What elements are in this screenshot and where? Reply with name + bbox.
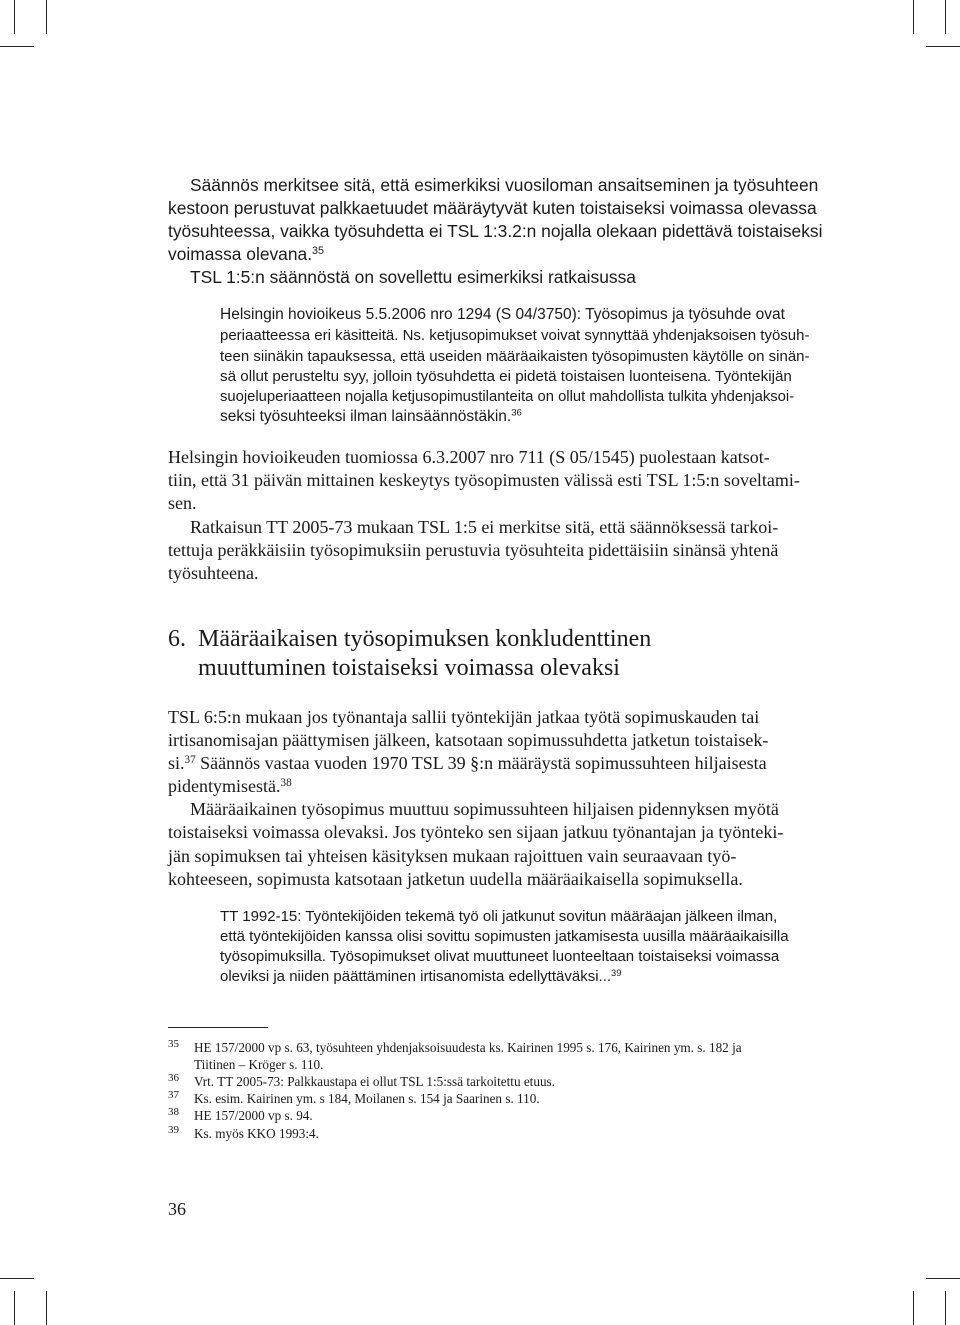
crop-mark-bottom-left-v [46, 1291, 47, 1325]
line-text: Säännös vastaa vuoden 1970 TSL 39 §:n määräystä sopimussuhteen hiljaisesta [195, 753, 767, 773]
paragraph-line: TSL 1:5:n säännöstä on sovellettu esimerkiksi ratkaisussa [190, 267, 636, 287]
crop-mark-bottom-right-v [913, 1291, 914, 1325]
case-line [220, 407, 522, 428]
paragraph-line: työsuhteessa, vaikka työsuhdetta ei TSL 1:3.2:n nojalla olekaan pidettävä toistaiseksi [168, 221, 823, 241]
paragraph-line: TSL 6:5:n mukaan jos työnantaja sallii työntekijän jatkaa työtä sopimuskauden tai [168, 707, 760, 727]
crop-mark-bottom-left-v2 [14, 1291, 15, 1325]
footnote-text: Ks. esim. Kairinen ym. s 184, Moilanen s. 154 ja Saarinen s. 110. [194, 1091, 540, 1106]
paragraph-line: toistaiseksi voimassa olevaksi. Jos työnteko sen sijaan jatkuu työnantajan ja työnteki- [168, 822, 784, 842]
paragraph-line: tettuja peräkkäisiin työsopimuksiin perustuvia työsuhteita pidettäisiin sinänsä yhtenä [168, 540, 779, 560]
line-text: voimassa olevana. [168, 244, 313, 264]
crop-mark-bottom-left-h [0, 1278, 34, 1279]
footnote-text: Vrt. TT 2005-73: Palkkaustapa ei ollut TSL 1:5:ssä tarkoitettu etuus. [194, 1074, 555, 1089]
paragraph-line: Helsingin hovioikeuden tuomiossa 6.3.2007 nro 711 (S 05/1545) puolestaan katsot- [168, 447, 770, 467]
paragraph-line: kohteeseen, sopimusta katsotaan jatketun uudella määräaikaisella sopimuksella. [168, 869, 743, 889]
crop-mark-top-left-v [46, 0, 47, 34]
section-number: 6. [168, 626, 186, 652]
footnote-number: 37 [168, 1089, 179, 1101]
footnote-text: HE 157/2000 vp s. 63, työsuhteen yhdenjaksoisuudesta ks. Kairinen 1995 s. 176, Kairinen ym. s. 182 ja [194, 1040, 742, 1055]
case-line: sä ollut perusteltu syy, jolloin työsuhdetta ei pidetä toistaisen luonteisena. Työntekijän [220, 368, 792, 385]
case-line: teen siinäkin tapauksessa, että useiden määräaikaisten työsopimusten käytölle on sinän- [220, 348, 810, 365]
crop-mark-top-left-v2 [14, 0, 15, 34]
footnote-ref: 39 [611, 967, 622, 978]
footnote-ref: 36 [511, 407, 522, 419]
case-line: työsopimuksilla. Työsopimukset olivat muuttuneet luonteeltaan toistaiseksi voimassa [220, 948, 780, 965]
footnote-number: 35 [168, 1038, 179, 1050]
paragraph-line [168, 243, 324, 265]
paragraph-line: kestoon perustuvat palkkaetuudet määräytyvät kuten toistaiseksi voimassa olevassa [168, 198, 817, 218]
footnote-text: HE 157/2000 vp s. 94. [194, 1108, 313, 1123]
paragraph-line: Säännös merkitsee sitä, että esimerkiksi vuosiloman ansaitseminen ja työsuhteen [190, 175, 819, 195]
line-text: seksi työsuhteeksi ilman lainsäännöstäkin. [220, 408, 512, 425]
line-text: si. [168, 753, 185, 773]
paragraph-line: jän sopimuksen tai yhteisen käsityksen mukaan rajoittuen vain seuraavaan työ- [168, 846, 737, 866]
line-text: oleviksi ja niiden päättäminen irtisanomista edellyttäväksi... [220, 968, 612, 985]
case-line: periaatteessa eri käsitteitä. Ns. ketjusopimukset voivat synnyttää yhdenjaksoisen työsuh- [220, 327, 810, 344]
footnote-text: Tiitinen – Kröger s. 110. [194, 1057, 324, 1072]
paragraph-line: työsuhteena. [168, 563, 259, 583]
footnote-ref: 37 [184, 753, 196, 766]
section-title-line2: muuttuminen toistaiseksi voimassa olevaksi [198, 655, 620, 681]
case-line: suojeluperiaatteen nojalla ketjusopimustilanteita on ollut mahdollista tulkita yhdenjaksoi- [220, 389, 795, 405]
footnote-text: Ks. myös KKO 1993:4. [194, 1126, 319, 1141]
footnote-rule [168, 1027, 268, 1028]
paragraph-line [168, 775, 292, 797]
footnote-ref: 35 [312, 245, 325, 258]
case-line: Helsingin hovioikeus 5.5.2006 nro 1294 (S 04/3750): Työsopimus ja työsuhde ovat [220, 306, 785, 323]
crop-mark-top-right-h [926, 46, 960, 47]
crop-mark-top-right-v2 [945, 0, 946, 34]
paragraph-line: Määräaikainen työsopimus muuttuu sopimussuhteen hiljaisen pidennyksen myötä [190, 799, 779, 819]
footnote-number: 38 [168, 1106, 179, 1118]
crop-mark-top-right-v [913, 0, 914, 34]
paragraph-line: Ratkaisun TT 2005-73 mukaan TSL 1:5 ei merkitse sitä, että säännöksessä tarkoi- [190, 517, 779, 537]
case-line: että työntekijöiden kanssa olisi sovittu sopimusten jatkamisesta uusilla määräaikaisilla [220, 928, 789, 945]
paragraph-line: tiin, että 31 päivän mittainen keskeytys työsopimusten välissä esti TSL 1:5:n soveltami- [168, 470, 800, 490]
paragraph-line [168, 752, 767, 774]
page-number: 36 [168, 1199, 186, 1219]
footnote-ref: 38 [280, 776, 292, 789]
case-line [220, 967, 621, 988]
paragraph-line: irtisanomisajan päättymisen jälkeen, katsotaan sopimussuhdetta jatketun toistaisek- [168, 730, 769, 750]
crop-mark-top-left-h [0, 46, 34, 47]
section-title-line1: Määräaikaisen työsopimuksen konkludenttinen [198, 626, 652, 652]
line-text: pidentymisestä. [168, 776, 281, 796]
footnote-number: 39 [168, 1124, 179, 1136]
footnote-number: 36 [168, 1072, 179, 1084]
crop-mark-bottom-right-h [926, 1278, 960, 1279]
paragraph-line: sen. [168, 493, 197, 513]
crop-mark-bottom-right-v2 [945, 1291, 946, 1325]
case-line: TT 1992-15: Työntekijöiden tekemä työ oli jatkunut sovitun määräajan jälkeen ilman, [220, 908, 778, 925]
